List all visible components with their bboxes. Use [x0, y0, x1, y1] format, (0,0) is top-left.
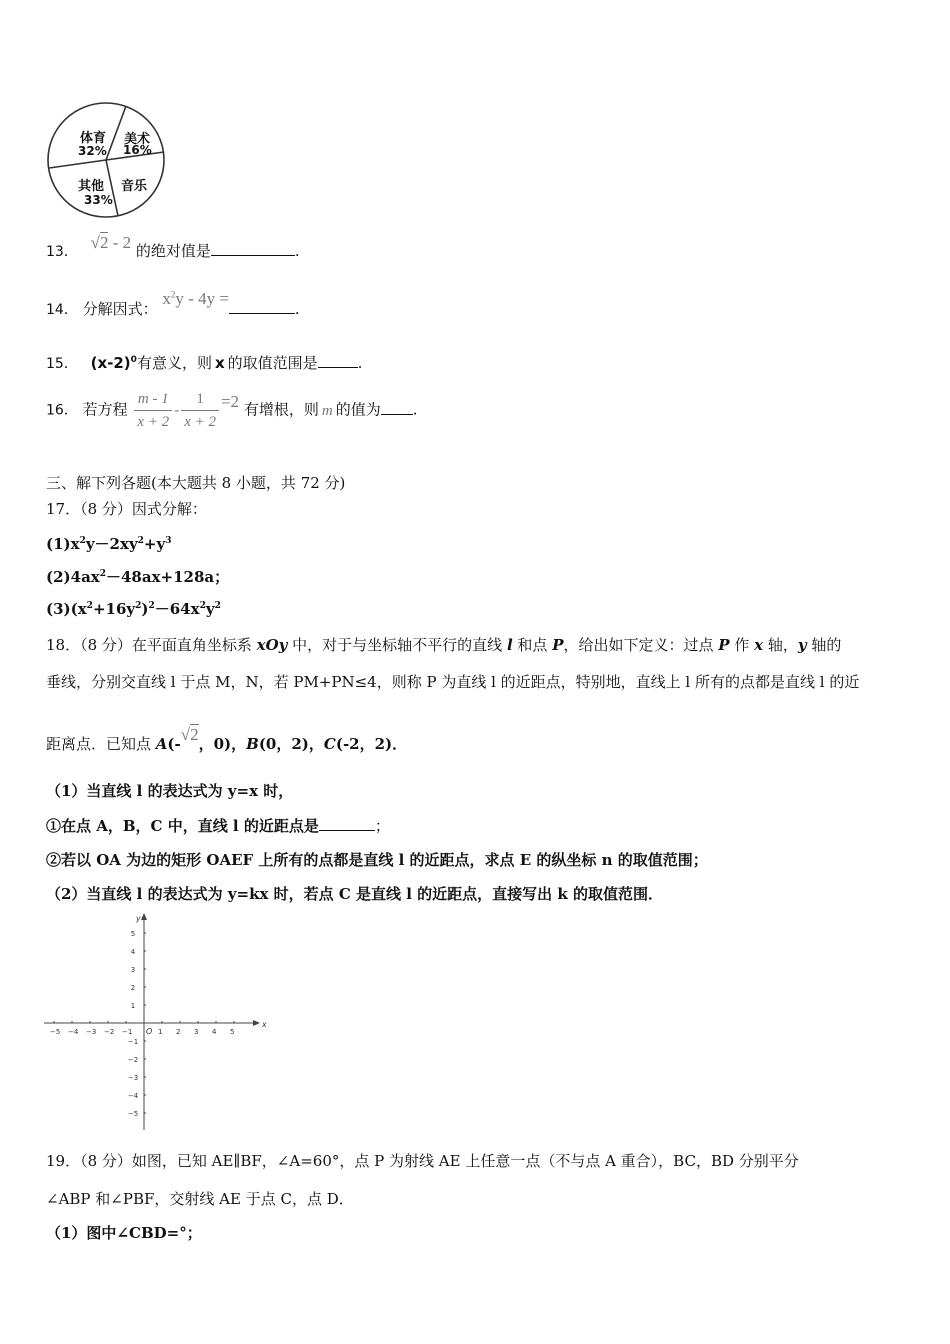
x-tick-label: −1 — [122, 1028, 133, 1036]
y-tick-label: 5 — [130, 930, 136, 938]
pie-pct-other: 33% — [84, 193, 113, 207]
pie-label-music: 音乐 — [121, 179, 148, 194]
y-tick-label: −2 — [127, 1056, 139, 1064]
q18-answer-blank[interactable] — [319, 830, 375, 831]
y-axis-arrow — [141, 913, 147, 920]
pie-divider-4 — [49, 160, 106, 168]
x-tick-label: 5 — [230, 1028, 235, 1036]
q13-answer-blank[interactable] — [211, 255, 295, 256]
y-tick-label: 2 — [130, 984, 136, 992]
y-tick-label: −5 — [127, 1110, 139, 1118]
q17-part-3: $(3)(x^2+16y^2)^2-64x^2y^2$ — [46, 600, 221, 618]
x-tick-label: 2 — [176, 1028, 181, 1036]
x-tick-label: −5 — [50, 1028, 61, 1036]
question-14: 14． 分解因式： $x^2y - 4y$ =. — [46, 289, 300, 318]
q14-expression: $x^2y - 4y$ = — [162, 289, 229, 308]
x-tick-label: 1 — [158, 1028, 163, 1036]
question-15: 15． $(x-2)^0$有意义，则 x 的取值范围是 . — [46, 354, 363, 372]
q13-number: 13． — [46, 244, 78, 260]
q16-fraction-1: $\frac{m - 1}{x + 2}$ — [134, 388, 172, 433]
q18-line-1: 18．（8 分）在平面直角坐标系 xOy 中，对于与坐标轴不平行的直线 l 和点 P，给出如下定义：过点 P 作 x 轴，y 轴的 — [46, 636, 842, 654]
x-tick-label: 4 — [212, 1028, 217, 1036]
section-3-heading: 三、解下列各题(本大题共 8 小题，共 72 分) — [46, 474, 346, 492]
q17-heading: 17．（8 分）因式分解： — [46, 500, 207, 518]
pie-label-art: 美术 — [124, 132, 151, 147]
q13-text: 的绝对值是 — [135, 242, 211, 260]
x-tick-label: −3 — [86, 1028, 97, 1036]
origin-label: O — [146, 1027, 153, 1036]
q17-part-1: $(1)x^2y-2xy^2+y^3$ — [46, 535, 172, 553]
question-16: 16． 若方程 $\frac{m - 1}{x + 2}$ - $\frac{1}{x + 2}$ =2 有增根，则 m 的值为 . — [46, 388, 418, 433]
q18-line-3: 距离点．已知点 A(-√2，0)，B(0，2)，C(-2，2)． — [46, 725, 408, 753]
x-axis-arrow — [253, 1020, 260, 1026]
question-13: 13． √2 - 2 的绝对值是 . — [46, 233, 300, 260]
x-tick-label: −2 — [104, 1028, 115, 1036]
q16-fraction-2: $\frac{1}{x + 2}$ — [181, 388, 219, 433]
q15-answer-blank[interactable] — [318, 367, 358, 368]
y-tick-label: −1 — [127, 1038, 139, 1046]
q17-part-2: $(2)4ax^2-48ax+128a$； — [46, 568, 230, 586]
q18-line-2: 垂线，分别交直线 l 于点 M，N，若 PM+PN≤4，则称 P 为直线 l 的近距点，特别地，直线上 l 所有的点都是直线 l 的近 — [46, 673, 860, 691]
x-axis-label: x — [262, 1020, 267, 1029]
q16-answer-blank[interactable] — [381, 414, 413, 415]
x-tick-label: 3 — [194, 1028, 199, 1036]
q13-expression: √2 - 2 — [90, 233, 132, 252]
coordinate-plane — [40, 912, 270, 1130]
pie-label-sports: 体育 — [80, 131, 107, 146]
y-tick-label: −4 — [127, 1092, 139, 1100]
q14-number: 14． — [46, 302, 78, 318]
q18-sub-2: （2）当直线 l 的表达式为 y=kx 时，若点 C 是直线 l 的近距点，直接写出 k 的取值范围． — [46, 885, 664, 903]
pie-pct-sports: 32% — [78, 144, 107, 158]
pie-label-other: 其他 — [78, 179, 105, 194]
q18-sub-1: （1）当直线 l 的表达式为 y=x 时， — [46, 782, 294, 800]
y-tick-label: 3 — [130, 966, 136, 974]
y-tick-label: 1 — [130, 1002, 136, 1010]
y-tick-label: −3 — [127, 1074, 139, 1082]
q15-expression: $(x-2)^0$ — [90, 354, 137, 372]
q16-text: 若方程 — [82, 400, 128, 419]
q19-line-2: ∠ABP 和∠PBF，交射线 AE 于点 C，点 D． — [46, 1190, 354, 1208]
y-axis-label: y — [136, 914, 141, 923]
q19-sub-1: （1）图中∠CBD=°； — [46, 1224, 202, 1242]
pie-pct-art: 16% — [123, 143, 152, 157]
q15-number: 15． — [46, 356, 78, 372]
q14-text: 分解因式： — [82, 300, 158, 318]
y-tick-label: 4 — [130, 948, 136, 956]
q18-sub-1-1: ①在点 A，B，C 中，直线 l 的近距点是 ； — [46, 817, 390, 835]
q19-line-1: 19．（8 分）如图，已知 AE∥BF，∠A=60°，点 P 为射线 AE 上任意一点（不与点 A 重合），BC，BD 分别平分 — [46, 1152, 799, 1170]
q18-sub-1-2: ②若以 OA 为边的矩形 OAEF 上所有的点都是直线 l 的近距点，求点 E 的纵坐标 n 的取值范围； — [46, 851, 708, 869]
q14-answer-blank[interactable] — [229, 313, 295, 314]
pie-divider-3 — [106, 160, 118, 216]
q16-number: 16． — [46, 402, 78, 419]
x-tick-label: −4 — [68, 1028, 79, 1036]
